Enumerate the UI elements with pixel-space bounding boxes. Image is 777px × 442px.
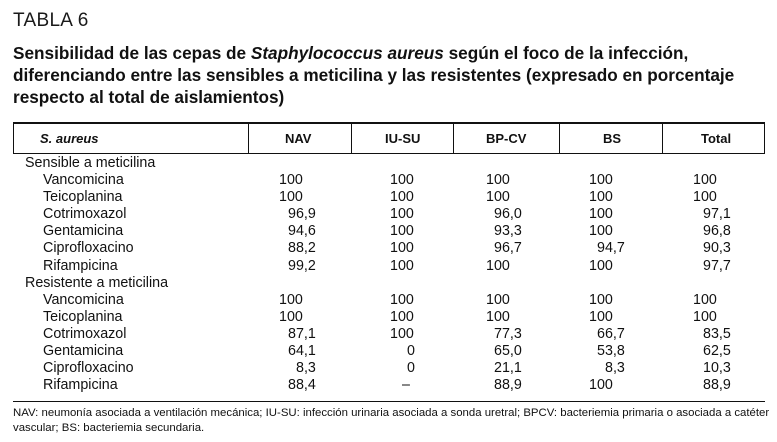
header-bs: BS [603, 131, 622, 146]
value-bs: 100 [589, 189, 613, 206]
value-total: 10,3 [703, 360, 731, 377]
header-divider [13, 124, 14, 153]
value-iu-su: 0 [407, 360, 415, 377]
value-nav: 100 [279, 291, 303, 308]
value-bp-cv: 88,9 [494, 377, 522, 394]
drug-name: Cotrimoxazol [43, 325, 127, 342]
group-header-sensible [13, 155, 765, 172]
value-bs: 100 [589, 172, 613, 189]
table-row [13, 223, 765, 240]
value-bp-cv: 100 [486, 257, 510, 274]
value-iu-su: 100 [390, 257, 414, 274]
drug-name: Teicoplanina [43, 189, 123, 206]
header-species: S. aureus [40, 131, 99, 146]
value-iu-su: 100 [390, 240, 414, 257]
group-label: Sensible a meticilina [25, 155, 156, 171]
value-iu-su: – [402, 377, 410, 394]
drug-name: Rifampicina [43, 377, 118, 394]
value-iu-su: 0 [407, 343, 415, 360]
table-row [13, 240, 765, 257]
table-row [13, 377, 765, 394]
value-iu-su: 100 [390, 206, 414, 223]
value-total: 100 [693, 172, 717, 189]
value-bs: 100 [589, 308, 613, 325]
value-bs: 53,8 [597, 343, 625, 360]
value-total: 100 [693, 308, 717, 325]
table-row [13, 172, 765, 189]
value-bp-cv: 100 [486, 291, 510, 308]
value-bp-cv: 93,3 [494, 223, 522, 240]
header-divider [662, 124, 663, 153]
value-nav: 96,9 [288, 206, 316, 223]
value-bp-cv: 100 [486, 172, 510, 189]
value-nav: 88,4 [288, 377, 316, 394]
header-total: Total [701, 131, 732, 146]
value-bs: 8,3 [605, 360, 625, 377]
value-iu-su: 100 [390, 189, 414, 206]
value-total: 100 [693, 291, 717, 308]
value-nav: 100 [279, 308, 303, 325]
table-row [13, 360, 765, 377]
group-label: Resistente a meticilina [25, 274, 169, 291]
table-row [13, 292, 765, 309]
value-bs: 100 [589, 291, 613, 308]
header-divider [248, 124, 249, 153]
table-title [13, 42, 768, 108]
table-row [13, 206, 765, 223]
drug-name: Ciprofloxacino [43, 240, 134, 257]
value-iu-su: 100 [390, 172, 414, 189]
table-row [13, 309, 765, 326]
table-header-rule [13, 153, 765, 154]
value-bs: 94,7 [597, 240, 625, 257]
table-row [13, 258, 765, 275]
title-species-italic: Staphylococcus aureus [250, 43, 444, 63]
value-bp-cv: 100 [486, 308, 510, 325]
group-header-resistente [13, 275, 765, 292]
value-bs: 100 [589, 223, 613, 240]
value-iu-su: 100 [390, 308, 414, 325]
table-footnote: NAV: neumonía asociada a ventilación mecánica; IU-SU: infección urinaria asociada a sonda uretral; BPCV: bacteriemia primaria o asociada a catéter vascular; BS: bacteriemia secundaria. [13, 407, 770, 434]
header-iu-su: IU-SU [385, 131, 421, 146]
value-bs: 66,7 [597, 325, 625, 342]
title-text-start: Sensibilidad de las cepas de [13, 43, 251, 63]
value-nav: 99,2 [288, 257, 316, 274]
header-divider [351, 124, 352, 153]
table-header [13, 126, 765, 152]
value-total: 62,5 [703, 343, 731, 360]
table-top-rule [13, 122, 765, 124]
header-bp-cv: BP-CV [486, 131, 527, 146]
table-row [13, 343, 765, 360]
value-total: 90,3 [703, 240, 731, 257]
drug-name: Vancomicina [43, 172, 124, 189]
drug-name: Gentamicina [43, 223, 124, 240]
value-bp-cv: 96,0 [494, 206, 522, 223]
value-bp-cv: 100 [486, 189, 510, 206]
value-nav: 94,6 [288, 223, 316, 240]
value-nav: 100 [279, 189, 303, 206]
value-bs: 100 [589, 377, 613, 394]
value-bp-cv: 96,7 [494, 240, 522, 257]
value-nav: 100 [279, 172, 303, 189]
value-bs: 100 [589, 206, 613, 223]
drug-name: Rifampicina [43, 257, 118, 274]
value-bs: 100 [589, 257, 613, 274]
value-nav: 88,2 [288, 240, 316, 257]
value-bp-cv: 21,1 [494, 360, 522, 377]
value-total: 100 [693, 189, 717, 206]
table-row [13, 189, 765, 206]
drug-name: Cotrimoxazol [43, 206, 127, 223]
value-total: 83,5 [703, 325, 731, 342]
value-nav: 87,1 [288, 325, 316, 342]
value-bp-cv: 65,0 [494, 343, 522, 360]
value-iu-su: 100 [390, 223, 414, 240]
drug-name: Vancomicina [43, 291, 124, 308]
header-divider [453, 124, 454, 153]
drug-name: Ciprofloxacino [43, 360, 134, 377]
header-nav: NAV [285, 131, 312, 146]
title-text-end: según el foco de la infección, diferenciando entre las sensibles a meticilina y las resistentes (expresado en porcentaje respecto al total de aislamientos) [13, 43, 735, 107]
table-row [13, 326, 765, 343]
value-nav: 8,3 [296, 360, 316, 377]
value-total: 88,9 [703, 377, 731, 394]
value-nav: 64,1 [288, 343, 316, 360]
header-divider [764, 124, 765, 153]
value-bp-cv: 77,3 [494, 325, 522, 342]
drug-name: Teicoplanina [43, 308, 123, 325]
table-body [13, 155, 765, 394]
value-total: 97,7 [703, 257, 731, 274]
value-total: 97,1 [703, 206, 731, 223]
value-total: 96,8 [703, 223, 731, 240]
drug-name: Gentamicina [43, 343, 124, 360]
header-divider [559, 124, 560, 153]
value-iu-su: 100 [390, 325, 414, 342]
table-bottom-rule [13, 401, 765, 402]
table-label: TABLA 6 [13, 10, 89, 31]
value-iu-su: 100 [390, 291, 414, 308]
